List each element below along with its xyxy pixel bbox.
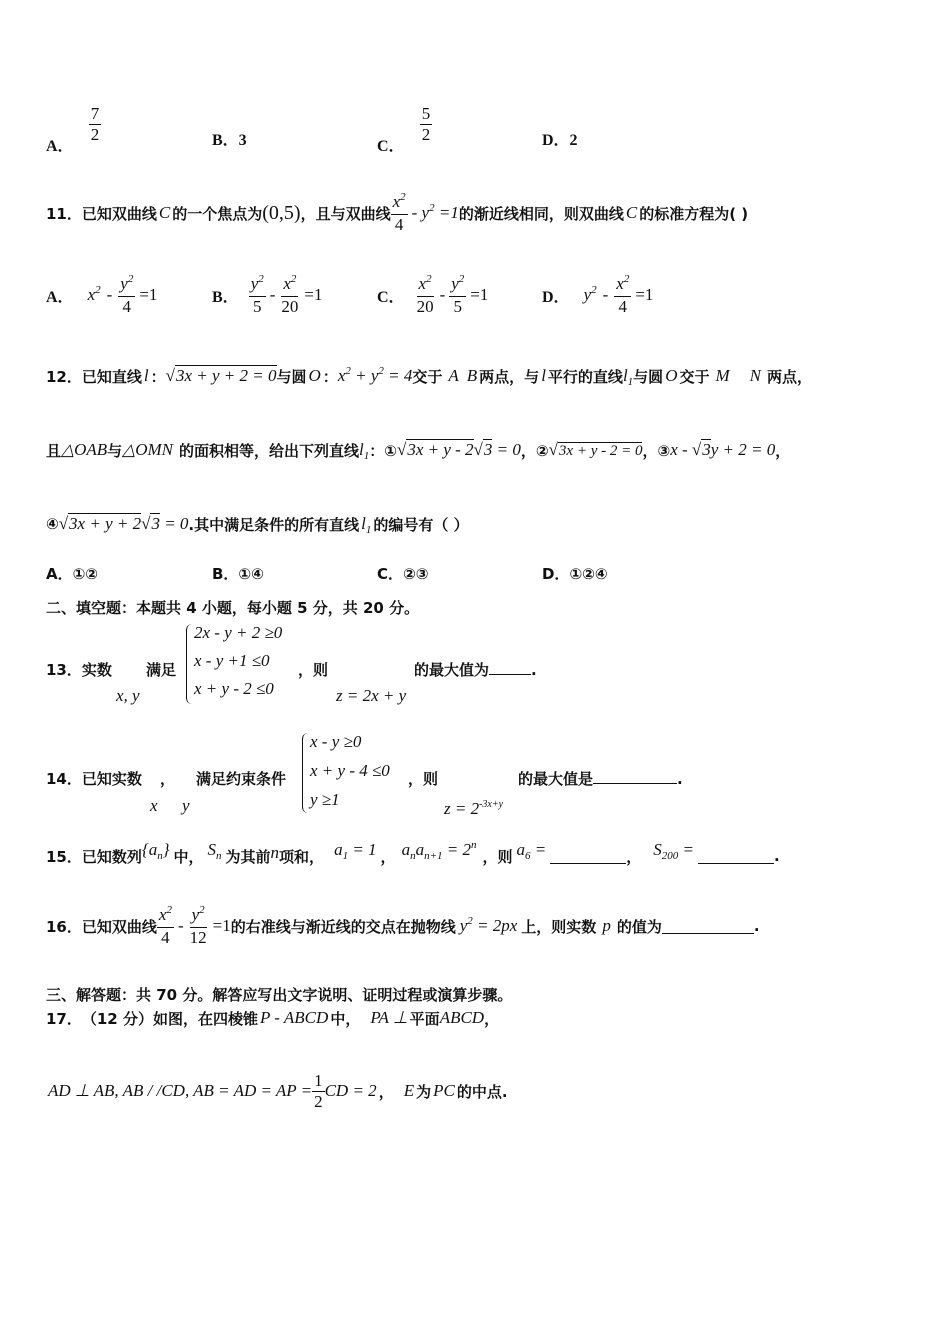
q11-option-c: C． $\frac{x^2}{20}$ - $\frac{y^2}{5}$ =1 — [377, 272, 489, 316]
q12-option-a: A．①② — [46, 565, 99, 583]
option-label: C． — [377, 138, 405, 155]
answer-blank[interactable] — [489, 660, 531, 675]
q13-objective: z = 2x + y — [336, 686, 407, 705]
answer-blank-s200[interactable] — [698, 849, 774, 864]
q12-line-2: 且 △OAB 与 △OMN 的面积相等，给出下列直线 $l_1$ ：① √3x + y - 2√3 = 0 ，② √3x + y - 2 = 0 ，③ x - √3y + 2 = 0 ， — [46, 440, 791, 462]
q17-line-2: AD ⊥ AB, AB / /CD, AB = AD = AP = $\frac{1}{2}$ CD = 2 ， E 为 PC 的中点. — [48, 1070, 508, 1111]
q16-stem: 16． 已知双曲线 $\frac{x^2}{4}$ - $\frac{y^2}{12}$ =1 的右准线与渐近线的交点在抛物线 $y^2 = 2px$ 上，则实数 p 的值为 . — [46, 903, 760, 947]
answer-blank[interactable] — [593, 769, 677, 784]
q14-y: y — [182, 796, 190, 815]
q13-vars: x, y — [116, 686, 140, 705]
q14-then: ，则 — [408, 770, 439, 788]
q14-tail: 的最大值是 . — [518, 770, 683, 788]
q15-stem: 15． 已知数列 $\{a_n\}$ 中， $S_n$ 为其前 n 项和， $a_1 = 1$ ， $a_na_{n+1} = 2^n$ ，则 $a_6$ = ， $S_{200}$ = . — [46, 839, 780, 866]
q13-brace — [186, 624, 193, 704]
fraction: $\frac{x^2}{4}$ — [392, 190, 406, 234]
q10-option-c — [377, 104, 432, 155]
q14-comma: ， — [160, 770, 176, 788]
q14-number: 14．已知实数 — [46, 770, 142, 788]
q12-option-d: D．①②④ — [542, 565, 608, 583]
q14-objective: $z = 2^{-3x+y}$ — [444, 799, 504, 818]
fraction: $\frac{7}{2}$ — [90, 104, 100, 144]
q14-constraint-2: x + y - 4 ≤0 — [310, 761, 390, 780]
q17-line-1: 17． （12 分）如图，在四棱锥 P - ABCD 中， PA ⊥ 平面 ABCD ， — [46, 1008, 500, 1028]
q14-constraint-1: x - y ≥0 — [310, 732, 362, 751]
section-heading-3: 三、解答题：共 70 分。解答应写出文字说明、证明过程或演算步骤。 — [46, 986, 513, 1004]
q13-constraint-2: x - y +1 ≤0 — [194, 651, 270, 670]
q14-x: x — [150, 796, 158, 815]
q14-constraint-3: y ≥1 — [310, 790, 340, 809]
q12-option-b: B．①④ — [212, 565, 264, 583]
section-heading-2: 二、填空题：本题共 4 小题，每小题 5 分，共 20 分。 — [46, 599, 420, 617]
q10-option-b: B．3 — [212, 132, 247, 149]
answer-blank[interactable] — [662, 919, 754, 934]
q14-brace — [302, 733, 309, 813]
q11-option-b: B． $\frac{y^2}{5}$ - $\frac{x^2}{20}$ =1 — [212, 272, 323, 316]
q13-constraint-1: 2x - y + 2 ≥0 — [194, 623, 283, 642]
q12-option-c: C．②③ — [377, 565, 429, 583]
option-label: A． — [46, 138, 74, 155]
q11-option-a: A． $x^2$ - $\frac{y^2}{4}$ =1 — [46, 272, 158, 316]
q11-stem: 11． 已知双曲线 C 的一个焦点为 (0,5) ，且与双曲线 $\frac{x^2}{4}$ - $y^2 =1$ 的渐近线相同，则双曲线 C 的标准方程为( ) — [46, 190, 749, 234]
q13-number: 13．实数 — [46, 661, 112, 679]
q11-option-d: D． $y^2$ - $\frac{x^2}{4}$ =1 — [542, 272, 654, 316]
q13-tail: 的最大值为 . — [414, 661, 537, 679]
q14-satisfy: 满足约束条件 — [196, 770, 287, 788]
q12-line-3: ④ √3x + y + 2√3 = 0 .其中满足条件的所有直线 $l_1$ 的编号有（ ） — [46, 514, 469, 536]
answer-blank-a6[interactable] — [550, 849, 626, 864]
q13-constraint-3: x + y - 2 ≤0 — [194, 679, 274, 698]
question-number: 11． — [46, 204, 82, 223]
q13-then: ，则 — [298, 661, 329, 679]
q10-option-d: D．2 — [542, 132, 578, 149]
q13-satisfy: 满足 — [146, 661, 177, 679]
fraction: $\frac{5}{2}$ — [421, 104, 431, 144]
q12-line-1: 12． 已知直线 l ： √3x + y + 2 = 0 与圆 O ： $x^2 + y^2 = 4$ 交于 A B 两点，与 l 平行的直线 $l_1$ 与圆 O 交于 M N 两点， — [46, 365, 813, 388]
q10-option-a — [46, 104, 101, 155]
